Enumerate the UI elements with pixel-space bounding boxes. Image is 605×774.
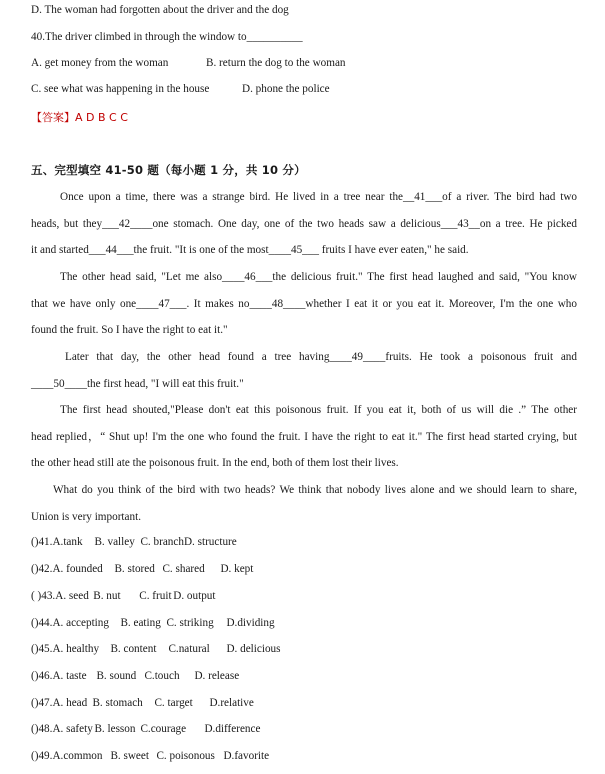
question-42 xyxy=(31,563,253,575)
passage-line: heads, but they___42____one stomach. One day, one of the two heads saw a delicious___43__on a tree. He picked xyxy=(31,217,577,230)
question-46 xyxy=(31,670,239,682)
passage-line: Union is very important. xyxy=(31,510,141,523)
question-number: ()47. xyxy=(31,697,53,709)
passage-line: the other head still ate the poisonous fruit. In the end, both of them lost their lives. xyxy=(31,457,399,470)
option-b: B. valley xyxy=(94,536,135,548)
option-a: A. accepting xyxy=(52,617,109,629)
passage-line: found the fruit. So I have the right to eat it." xyxy=(31,324,228,337)
option-a: A. seed xyxy=(55,590,89,602)
option-c: C. shared xyxy=(162,563,205,575)
question-44 xyxy=(31,617,275,629)
option-c: C.natural xyxy=(168,643,210,655)
question-45 xyxy=(31,643,281,655)
option-d: D. output xyxy=(173,590,216,602)
answer-value: A D B C C xyxy=(75,111,128,124)
passage-line: The first head shouted,"Please don't eat this poisonous fruit. If you eat it, both of us will die .” The other xyxy=(60,404,577,416)
option-c: C.touch xyxy=(144,670,180,682)
passage-paragraph-5 xyxy=(31,482,577,535)
option-c: C. target xyxy=(154,697,193,709)
option-a: A.tank xyxy=(52,536,83,548)
option-c: C. branch xyxy=(140,536,184,548)
question-number: ()44. xyxy=(31,617,53,629)
option-a: A.common xyxy=(52,750,103,762)
option-b: B. sound xyxy=(96,670,137,682)
answer-label: 【答案】 xyxy=(31,111,75,124)
option-b: B. stored xyxy=(114,563,155,575)
question-number: ()46. xyxy=(31,670,53,682)
q40-options-row-1 xyxy=(31,57,346,69)
question-43 xyxy=(31,590,216,602)
option-a: A. head xyxy=(52,697,88,709)
passage-line: Once upon a time, there was a strange bird. He lived in a tree near the__41___of a river. The bird had two xyxy=(60,191,577,203)
option-d: D.dividing xyxy=(226,617,275,629)
option-a: A. founded xyxy=(52,563,103,575)
option-c: C. striking xyxy=(166,617,214,629)
question-number: ()42. xyxy=(31,563,53,575)
q39-option-d: D. The woman had forgotten about the driver and the dog xyxy=(31,4,289,16)
question-41 xyxy=(31,536,237,548)
option-d: D.relative xyxy=(209,697,254,709)
option-d: D.favorite xyxy=(223,750,270,762)
passage-paragraph-3 xyxy=(31,349,577,402)
option-b: B. sweet xyxy=(110,750,149,762)
question-number: ()45. xyxy=(31,643,53,655)
passage-line: that we have only one____47___. It makes no____48____whether I eat it or you eat it. Moreover, I'm the one who xyxy=(31,297,577,310)
q40-option-d: D. phone the police xyxy=(242,83,330,95)
passage-line: ____50____the first head, "I will eat this fruit." xyxy=(31,377,244,390)
q40-options-row-2 xyxy=(31,83,330,95)
question-number: ()48. xyxy=(31,723,53,735)
option-a: A. taste xyxy=(52,670,87,682)
q40-option-a: A. get money from the woman xyxy=(31,57,169,69)
question-48 xyxy=(31,723,260,735)
q40-option-c: C. see what was happening in the house xyxy=(31,83,210,95)
option-b: B. nut xyxy=(93,590,121,602)
question-number: ( )43. xyxy=(31,590,56,602)
passage-line: it and started___44___the fruit. "It is one of the most____45___ fruits I have ever eaten," he said. xyxy=(31,244,469,257)
option-d: D.difference xyxy=(204,723,261,735)
passage-line: head replied，“ Shut up! I'm the one who found the fruit. I have the right to eat it." The first head started crying, but xyxy=(31,430,577,443)
passage-line: What do you think of the bird with two heads? We think that nobody lives alone and we should learn to share, xyxy=(53,484,577,496)
answer-key xyxy=(31,109,128,125)
option-a: A. safety xyxy=(52,723,93,735)
option-d: D. structure xyxy=(183,536,237,548)
passage-line: Later that day, the other head found a tree having____49____fruits. He took a poisonous fruit and xyxy=(65,351,577,363)
question-number: ()41. xyxy=(31,536,53,548)
option-c: C.courage xyxy=(140,723,187,735)
question-47 xyxy=(31,697,254,709)
question-number: ()49. xyxy=(31,750,53,762)
passage-paragraph-1 xyxy=(31,189,577,269)
section-heading: 五、完型填空 41-50 题（每小题 1 分，共 10 分） xyxy=(31,163,306,177)
option-b: B. eating xyxy=(120,617,161,629)
option-b: B. stomach xyxy=(92,697,143,709)
option-c: C. fruit xyxy=(139,590,172,602)
option-d: D. delicious xyxy=(226,643,281,655)
q40-option-b: B. return the dog to the woman xyxy=(206,57,346,69)
passage-paragraph-4 xyxy=(31,402,577,482)
option-b: B. content xyxy=(110,643,157,655)
option-d: D. release xyxy=(194,670,240,682)
passage-paragraph-2 xyxy=(31,269,577,349)
option-c: C. poisonous xyxy=(156,750,215,762)
question-49 xyxy=(31,750,269,762)
passage-line: The other head said, "Let me also____46___the delicious fruit." The first head laughed and said, "You know xyxy=(60,271,577,283)
q40-stem: 40.The driver climbed in through the window to__________ xyxy=(31,31,303,43)
option-a: A. healthy xyxy=(52,643,100,655)
option-b: B. lesson xyxy=(94,723,136,735)
option-d: D. kept xyxy=(220,563,254,575)
